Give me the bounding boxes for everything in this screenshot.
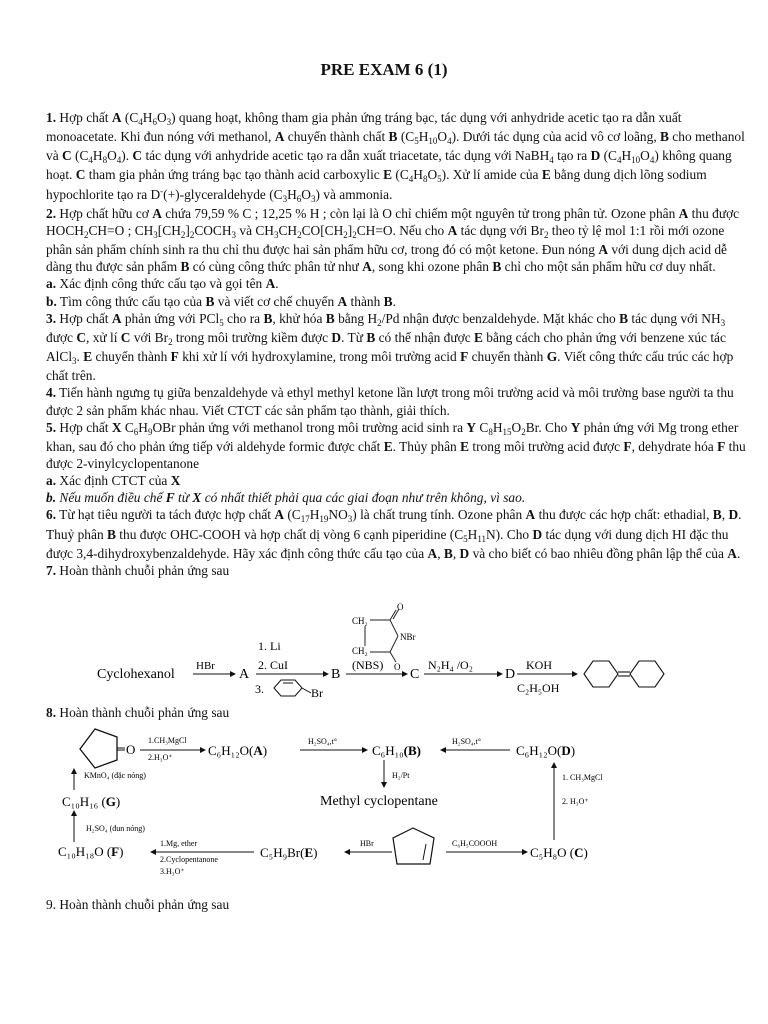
compound-A-c6h12o: C₆H₁₂O(A): [208, 743, 268, 758]
reagent-ch3mgcl-2: 1. CH₃MgCl: [562, 773, 603, 782]
compound-D-c6h12o: C₆H₁₂O(D): [516, 743, 576, 758]
nbs-o-bottom: O: [394, 662, 401, 672]
reagent-h2so4-1: H₂SO₄,t°: [308, 737, 338, 746]
question-1: 1. Hợp chất A $(C_4H_6O_3)$ quang hoạt, không tham gia phản ứng tráng bạc, tác dụng với anhydride acetic tạo ra dẫn xuất monoacetate. Khi đun nóng với methanol, A chuyển thành chất B $(C_5H_{10}O_4)$. Dưới tác dụng của acid vô cơ loãng, B cho methanol và C $(C_4H_8O_4)$. C tác dụng với anhydride acetic tạo ra dẫn xuất triacetate, tác dụng với NaBH$_4$ tạo ra D $(C_4H_{10}O_4)$ không quang hoạt. C tham gia phản ứng tráng bạc tạo thành acid carboxylic E $(C_4H_8O_5)$. Xử lí amide của E bằng dung dịch lõng sodium hypochlorite tạo ra D-(+)-glyceraldehyde $(C_3H_6O_3)$ và ammonia.: [46, 110, 745, 204]
reagent-c6h5cooh: C₆H₅COOOH: [452, 839, 498, 848]
reagent-nbs: (NBS): [352, 658, 384, 672]
question-6: 6. Từ hạt tiêu người ta tách được hợp chất A $(C_{17}H_{19}NO_3)$ là chất trung tính. Ozone phân A thu được các hợp chất: ethadial, B, D. Thuỷ phân B thu được OHC-COOH và hợp chất dị vòng 6 cạnh piperidine $(C_5H_{11}N)$. Cho D tác dụng với dung dịch HI đặc thu được 3,4-dihydroxybenzaldehyde. Hãy xác định công thức cấu tạo của A, B, D và cho biết có bao nhiêu đồng phân lập thể của A.: [46, 507, 742, 561]
compound-F-c10h18o: C₁₀H₁₈O (F): [58, 844, 124, 859]
nbs-ch2-top: CH₂: [352, 616, 368, 626]
reagent-h2so4-2: H₂SO₄,t°: [452, 737, 482, 746]
reagent-kmno4: KMnO₄ (đặc nóng): [84, 771, 146, 780]
reagent-step3: 3.: [255, 682, 264, 696]
question-5: 5. Hợp chất X $C_6H_9OBr$ phản ứng với methanol trong môi trường acid sinh ra Y $C_8H_{15}O_2Br$. Cho Y phản ứng với Mg trong ether khan, sau đó cho phản ứng tiếp với aldehyde formic được chất E. Thủy phân E trong môi trường acid được F, dehydrate hóa F thu được 2-vinylcyclopentanone: [46, 419, 746, 471]
reagent-h2so4-3: H₂SO₄ (đun nóng): [86, 824, 145, 833]
compound-B-c6h10: C₆H₁₀(B): [372, 743, 421, 758]
cyclohexenyl-ring: [274, 680, 302, 696]
reagent-hbr: HBr: [196, 660, 215, 672]
reagent-koh: KOH: [526, 658, 552, 672]
question-8-heading: 8. Hoàn thành chuỗi phản ứng sau: [46, 705, 230, 720]
compound-G-c10h16: C₁₀H₁₆ (G): [62, 794, 121, 809]
nbs-nbr: NBr: [400, 632, 416, 642]
scheme-8: [0, 722, 768, 887]
compound-D: D: [505, 667, 516, 682]
reagent-li: 1. Li: [258, 639, 281, 653]
scheme-7: [0, 600, 768, 705]
reagent-mg-ether: 1.Mg, ether: [160, 839, 198, 848]
question-9-heading: 9. Hoàn thành chuỗi phản ứng sau: [46, 897, 230, 912]
reagent-h3o-2: 2. H₃O⁺: [562, 797, 589, 806]
compound-A: A: [239, 667, 250, 682]
nbs-ch2-bottom: CH₂: [352, 646, 368, 656]
question-7-heading: 7. Hoàn thành chuỗi phản ứng sau: [46, 562, 230, 578]
question-3: 3. Hợp chất A phản ứng với PCl$_5$ cho ra B, khử hóa B bằng $H_2/Pd$ nhận được benzaldehyde. Mặt khác cho B tác dụng với $NH_3$ được C, xử lí C với $Br_2$ trong môi trường kiềm được D. Từ B có thể nhận được E bằng cách cho phản ứng với benzene xúc tác AlCl$_3$. E chuyển thành F khi xử lí với hydroxylamine, trong môi trường acid F chuyển thành G. Viết công thức cấu trúc các hợp chất trên.: [46, 310, 734, 384]
reagent-hbr-8: HBr: [360, 839, 374, 848]
reagent-h3o-3: 3.H₃O⁺: [160, 867, 185, 876]
reagent-br: Br: [311, 686, 323, 700]
exam-questions: [46, 109, 752, 579]
reagent-c2h5oh: C₂H₅OH: [517, 681, 560, 695]
question-5a: a. Xác định CTCT của X: [46, 473, 181, 489]
question-2b: b. Tìm công thức cấu tạo của B và viết cơ chế chuyển A thành B.: [46, 293, 396, 309]
compound-C: C: [410, 667, 420, 682]
nbs-o-top: O: [397, 602, 404, 612]
cyclopentanone-ring: [80, 729, 117, 768]
cyclopentene-structure: [393, 828, 434, 864]
question-4: 4. Tiến hành ngưng tụ giữa benzaldehyde và ethyl methyl ketone lần lượt trong môi trường acid và môi trường base người ta thu được 2 sản phẩm khác nhau. Viết CTCT các sản phẩm tạo thành, giải thích.: [46, 385, 734, 418]
question-5b: b. Nếu muốn điều chế F từ X có nhất thiết phải qua các giai đoạn như trên không, vì sao.: [46, 490, 526, 506]
compound-B: B: [331, 667, 341, 682]
page-title: PRE EXAM 6 (1): [320, 60, 448, 79]
bicyclohexylidene-structure: [584, 661, 664, 687]
cyclohexanol-label: Cyclohexanol: [97, 667, 175, 682]
reagent-n2h4-o2: N₂H₄ /O₂: [428, 658, 473, 672]
compound-E-c5h9br: C₅H₉Br(E): [260, 845, 318, 860]
question-2a: a. Xác định công thức cấu tạo và gọi tên A.: [46, 276, 279, 292]
ketone-o: O: [126, 742, 136, 757]
question-2: 2. Hợp chất hữu cơ A chứa 79,59 % C ; 12,25 % H ; còn lại là O chỉ chiếm một nguyên tử trong phân tử. Ozone phân A thu được $HOCH_2CH=O$ ; $CH_3[CH_2]_2COCH_3$ và $CH_3CH_2CO[CH_2]_2CH=O$. Nếu cho A tác dụng với $Br_2$ theo tỷ lệ mol 1:1 rồi mới ozone phân sản phẩm chính sinh ra thu chỉ thu được hai sản phẩm hữu cơ, trong đó có một ketone. Đun nóng A với dung dịch acid dễ dàng thu được sản phẩm B có cùng công thức phân tử như A, song khi ozone phân B chỉ cho một sản phẩm hữu cơ duy nhất.: [46, 205, 740, 275]
compound-C-c5h8o: C₅H₈O (C): [530, 845, 588, 860]
reagent-h2-pt: H₂/Pt: [392, 771, 410, 780]
methylcyclopentane-label: Methyl cyclopentane: [320, 794, 438, 809]
reagent-ch3mgcl-1: 1.CH₃MgCl: [148, 736, 187, 745]
reagent-cui: 2. CuI: [258, 658, 288, 672]
reagent-cyclopentanone: 2.Cyclopentanone: [160, 855, 218, 864]
reagent-h3o-1: 2.H₃O⁺: [148, 753, 173, 762]
